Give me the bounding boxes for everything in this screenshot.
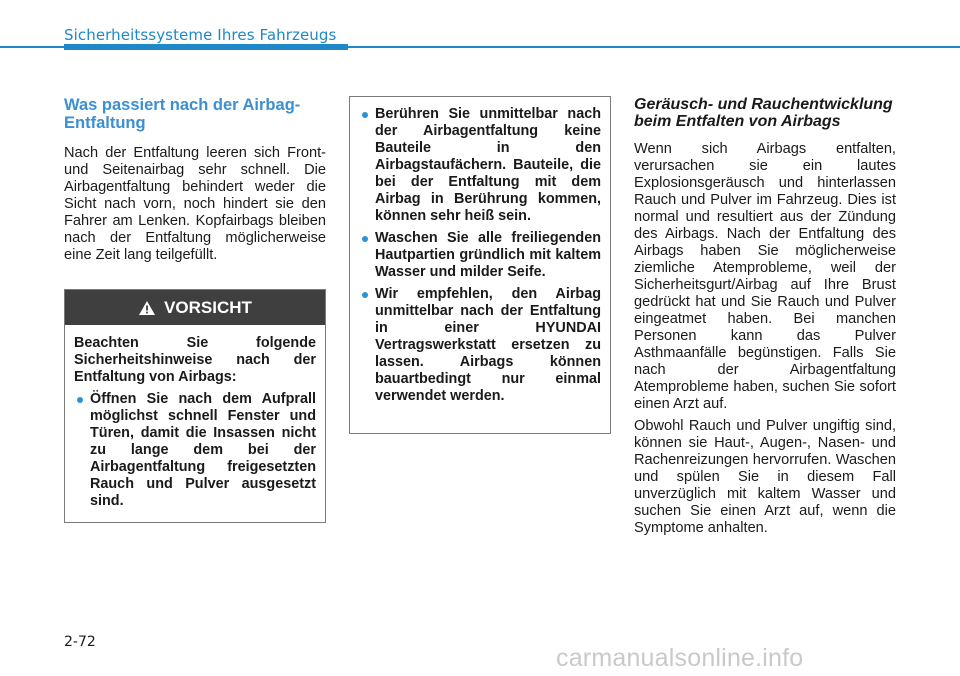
bullet-dot-icon	[362, 292, 368, 298]
subsection-heading: Geräusch- und Rauchentwicklung beim Entfalten von Airbags	[634, 96, 893, 130]
page-number: 2-72	[64, 634, 96, 650]
caution-bullet	[359, 230, 601, 281]
bullet-dot-icon	[77, 397, 83, 403]
body-paragraph: Obwohl Rauch und Pulver ungiftig sind, können sie Haut-, Augen-, Nasen- und Rachenreizungen hervorrufen. Waschen und spülen Sie in diesem Fall unverzüglich mit kaltem Wasser und suchen Sie einen Arzt auf, wenn die Symptome anhalten.	[634, 418, 896, 536]
caution-bullet-text: Berühren Sie unmittelbar nach der Airbagentfaltung keine Bauteile in den Airbagstaufächern. Bauteile, die bei der Entfaltung mit dem Airbag in Berührung kommen, können sehr heiß sein.	[375, 106, 601, 224]
column-left	[64, 96, 326, 269]
caution-box	[64, 289, 326, 523]
caution-intro: Beachten Sie folgende Sicherheitshinweise nach der Entfaltung von Airbags:	[74, 335, 316, 385]
section-header-title: Sicherheitssysteme Ihres Fahrzeugs	[64, 26, 337, 44]
caution-bullet	[74, 391, 316, 510]
column-right	[634, 96, 896, 542]
caution-bullet-text: Waschen Sie alle freiliegenden Hautpartien gründlich mit kaltem Wasser und milder Seife.	[375, 230, 601, 280]
bullet-dot-icon	[362, 236, 368, 242]
caution-header	[65, 290, 325, 325]
caution-bullet	[359, 106, 601, 225]
caution-body	[65, 325, 325, 510]
body-paragraph: Wenn sich Airbags entfalten, verursachen sie ein lautes Explosionsgeräusch und hinterlassen Rauch und Pulver im Fahrzeug. Dies ist normal und resultiert aus der Zündung des Airbags. Nach der Entfaltung des Airbags haben Sie möglicherweise ziemliche Atemprobleme, weil der Sicherheitsgurt/Airbag auf Ihre Brust gedrückt hat und Sie Rauch und Pulver eingeatmet haben. Bei manchen Personen kann das Pulver Asthmaanfälle begünstigen. Falls Sie nach der Airbagentfaltung Atemprobleme haben, suchen Sie sofort einen Arzt auf.	[634, 141, 896, 412]
body-paragraph: Nach der Entfaltung leeren sich Front- und Seitenairbag sehr schnell. Die Airbagentfaltung behindert weder die Sicht nach vorn, noch hindert sie den Fahrer am Lenken. Kopfairbags bleiben nach der Entfaltung möglicherweise eine Zeit lang teilgefüllt.	[64, 145, 326, 263]
caution-label: VORSICHT	[164, 297, 252, 317]
watermark: carmanualsonline.info	[556, 644, 804, 672]
caution-bullet-text: Öffnen Sie nach dem Aufprall möglichst schnell Fenster und Türen, damit die Insassen nicht zu lange dem bei der Airbagentfaltung freigesetzten Rauch und Pulver ausgesetzt sind.	[90, 391, 316, 509]
warning-triangle-icon	[138, 300, 156, 316]
section-heading: Was passiert nach der Airbag-Entfaltung	[64, 96, 301, 132]
header-accent-bar	[64, 44, 348, 50]
caution-bullet-text: Wir empfehlen, den Airbag unmittelbar nach der Entfaltung in einer HYUNDAI Vertragswerkstatt ersetzen zu lassen. Airbags können bauartbedingt nur einmal verwendet werden.	[375, 286, 601, 404]
caution-bullet	[359, 286, 601, 405]
bullet-dot-icon	[362, 112, 368, 118]
caution-continued-box	[349, 96, 611, 434]
